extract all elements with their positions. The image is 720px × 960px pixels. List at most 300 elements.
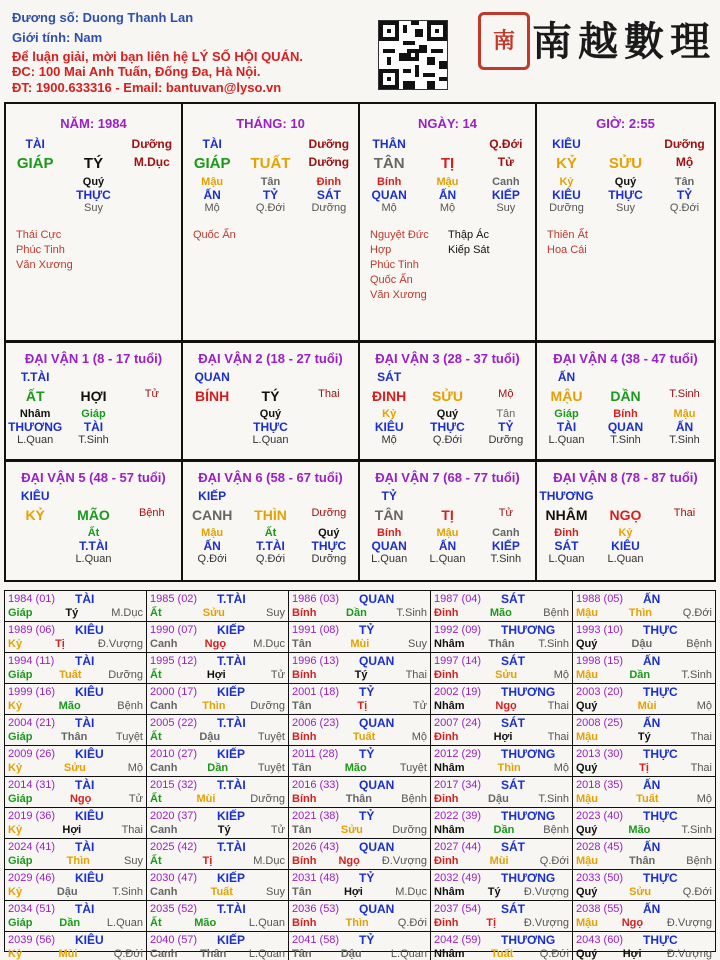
year-stem: Canh <box>150 948 178 960</box>
year-branch: Dần <box>59 917 81 929</box>
year-phase: Bệnh <box>117 700 143 712</box>
annual-cell <box>289 653 431 684</box>
year-star: T.TÀI <box>217 778 246 792</box>
year-phase: Bệnh <box>543 824 569 836</box>
annual-cell <box>147 715 289 746</box>
annual-cell <box>289 870 431 901</box>
year-label: 2010 (27) <box>150 748 198 760</box>
annual-cell <box>289 591 431 622</box>
year-stem: Nhâm <box>434 824 465 836</box>
star-item: Thập Ác <box>448 229 489 241</box>
year-branch: Mão <box>628 824 651 836</box>
annual-cell <box>573 808 715 839</box>
hidden-phase: T.Sinh <box>669 434 700 446</box>
hidden-stem: Quý <box>318 527 340 539</box>
year-branch: Hợi <box>62 824 82 836</box>
dai-van-2 <box>183 343 360 459</box>
year-phase: Q.Đới <box>682 886 712 898</box>
year-phase: Mộ <box>411 731 427 743</box>
hidden-star: KIÊU <box>374 420 404 434</box>
year-stem: Ất <box>150 731 162 743</box>
annual-cell <box>573 715 715 746</box>
hidden-phase: Dưỡng <box>311 202 347 214</box>
earthly-branch: SỬU <box>608 155 643 172</box>
hidden-stem: Giáp <box>81 408 106 420</box>
phase: Q.Đới <box>489 137 523 151</box>
year-branch: Ngọ <box>495 700 517 712</box>
year-phase: Thai <box>405 669 427 681</box>
hidden-phase: L.Quan <box>252 434 289 446</box>
heavenly-stem: GIÁP <box>16 155 54 172</box>
year-star: TÀI <box>75 592 95 606</box>
year-star: SÁT <box>501 902 525 916</box>
annual-cell <box>289 746 431 777</box>
year-star: THỰC <box>643 871 678 885</box>
hidden-stem: Tân <box>674 176 695 188</box>
phase: Dưỡng <box>131 137 173 151</box>
year-stem: Kỷ <box>8 700 23 712</box>
year-branch: Tý <box>217 824 231 836</box>
year-label: 2003 (20) <box>576 686 624 698</box>
stem-star: THÂN <box>372 137 406 151</box>
year-phase: M.Dục <box>253 638 285 650</box>
hidden-star: T.TÀI <box>256 539 285 553</box>
year-label: 2030 (47) <box>150 872 198 884</box>
hidden-stem: Đinh <box>316 176 342 188</box>
year-label: 2036 (53) <box>292 903 340 915</box>
year-phase: Tử <box>270 669 285 681</box>
year-stem: Ất <box>150 855 162 867</box>
dai-van-title: ĐẠI VẬN 5 (48 - 57 tuổi) <box>21 470 166 485</box>
hidden-phase: L.Quan <box>548 553 585 565</box>
year-stem: Canh <box>150 700 178 712</box>
earthly-branch: TÝ <box>83 155 104 172</box>
year-stem: Canh <box>150 762 178 774</box>
year-branch: Sửu <box>629 886 652 898</box>
year-stem: Quý <box>576 700 598 712</box>
year-branch: Sửu <box>202 607 225 619</box>
year-star: KIẾP <box>217 871 246 885</box>
year-star: KIẾP <box>217 747 246 761</box>
four-pillars <box>4 102 716 342</box>
year-star: SÁT <box>501 716 525 730</box>
year-phase: M.Dục <box>395 886 427 898</box>
annual-cell <box>573 653 715 684</box>
year-phase: Suy <box>266 607 285 619</box>
year-stem: Kỷ <box>8 638 23 650</box>
hidden-star: ẤN <box>203 539 221 553</box>
year-stem: Tân <box>292 824 312 836</box>
year-phase: Tuyệt <box>257 762 285 774</box>
hidden-star: ẤN <box>438 539 457 553</box>
pillar-title: NĂM: 1984 <box>60 116 127 131</box>
hidden-stem: Quý <box>436 408 459 420</box>
year-label: 1988 (05) <box>576 593 624 605</box>
hidden-star: QUAN <box>607 420 644 434</box>
dai-van-title: ĐẠI VẬN 7 (68 - 77 tuổi) <box>375 470 520 485</box>
star-item: Nguyệt Đức Hợp <box>370 229 429 256</box>
year-star: THƯƠNG <box>501 685 556 699</box>
hidden-star: THƯƠNG <box>8 420 63 434</box>
annual-cell <box>147 591 289 622</box>
dai-van-6 <box>183 462 360 580</box>
year-stem: Tân <box>292 762 312 774</box>
earthly-branch: DẦN <box>610 388 641 404</box>
phase: Thai <box>318 388 340 400</box>
pillar-title: NGÀY: 14 <box>418 116 477 131</box>
year-stem: Mậu <box>576 855 598 867</box>
hidden-stem: Mậu <box>201 176 224 188</box>
year-phase: Mộ <box>696 700 712 712</box>
star-item: Văn Xương <box>16 259 73 271</box>
year-label: 2018 (35) <box>576 779 624 791</box>
year-branch: Dần <box>346 607 367 619</box>
annual-cell <box>289 901 431 932</box>
hidden-star: KIÊU <box>611 539 640 553</box>
annual-cell <box>431 622 573 653</box>
year-branch: Ngọ <box>204 638 227 650</box>
year-stem: Nhâm <box>434 948 465 960</box>
year-label: 1985 (02) <box>150 593 198 605</box>
annual-cell <box>431 653 573 684</box>
year-phase: Q.Đới <box>539 948 569 960</box>
year-label: 2013 (30) <box>576 748 624 760</box>
stem-star: THƯƠNG <box>539 489 594 503</box>
year-stem: Tân <box>292 700 312 712</box>
year-branch: Dần <box>493 824 515 836</box>
annual-cell <box>5 932 147 960</box>
hidden-stem: Kỷ <box>382 408 397 420</box>
year-phase: Bệnh <box>543 607 569 619</box>
year-label: 2040 (57) <box>150 934 198 946</box>
year-label: 2004 (21) <box>8 717 56 729</box>
hidden-phase: Mộ <box>204 202 220 214</box>
year-phase: T.Sinh <box>681 669 712 681</box>
year-branch: Ngọ <box>338 855 360 867</box>
phone-line: ĐT: 1900.633316 - Email: bantuvan@lyso.vn <box>12 80 282 95</box>
year-label: 2000 (17) <box>150 686 198 698</box>
hidden-star: KIẾP <box>491 539 520 553</box>
hidden-star: KIẾP <box>491 188 520 202</box>
hidden-stem: Mậu <box>436 527 459 539</box>
owner-value: Duong Thanh Lan <box>82 10 194 25</box>
year-label: 2042 (59) <box>434 934 482 946</box>
dai-van-title: ĐẠI VẬN 6 (58 - 67 tuổi) <box>198 470 343 485</box>
year-branch: Hợi <box>206 669 226 681</box>
year-branch: Thân <box>200 948 227 960</box>
year-branch: Hợi <box>343 886 363 898</box>
year-stem: Ất <box>150 793 162 805</box>
year-phase: Suy <box>266 886 285 898</box>
year-phase: T.Sinh <box>538 638 569 650</box>
dai-van-title: ĐẠI VẬN 3 (28 - 37 tuổi) <box>375 351 520 366</box>
year-phase: Dưỡng <box>108 669 143 681</box>
year-star: TỶ <box>359 623 375 637</box>
annual-cell <box>147 684 289 715</box>
year-label: 2031 (48) <box>292 872 340 884</box>
year-phase: Mộ <box>553 762 569 774</box>
heavenly-stem: CANH <box>191 507 233 523</box>
year-branch: Thân <box>61 731 88 743</box>
phase: Dưỡng <box>308 137 350 151</box>
year-star: THỰC <box>643 747 678 761</box>
phase: Thai <box>673 507 696 519</box>
year-star: THỰC <box>643 809 678 823</box>
hidden-phase: T.Sinh <box>78 434 109 446</box>
year-label: 2025 (42) <box>150 841 198 853</box>
annual-cell <box>289 715 431 746</box>
hidden-phase: Suy <box>84 202 103 214</box>
dai-van-7 <box>360 462 537 580</box>
year-star: SÁT <box>501 592 525 606</box>
hidden-stem: Quý <box>259 408 282 420</box>
year-phase: Bệnh <box>401 793 427 805</box>
hidden-stem: Ất <box>87 527 100 539</box>
year-branch: Mùi <box>350 638 370 650</box>
gender-label: Giới tính: <box>12 30 71 45</box>
year-star: SÁT <box>501 778 525 792</box>
year-phase: Bệnh <box>686 638 712 650</box>
year-star: KIÊU <box>75 747 104 761</box>
hidden-stem: Bính <box>376 527 402 539</box>
hidden-stem: Mậu <box>436 176 459 188</box>
year-stem: Đinh <box>434 855 459 867</box>
annual-cell <box>5 839 147 870</box>
year-stem: Mậu <box>576 793 598 805</box>
year-label: 2009 (26) <box>8 748 56 760</box>
hidden-phase: Q.Đới <box>255 553 286 565</box>
year-star: THỰC <box>643 685 678 699</box>
hidden-star: SÁT <box>316 188 341 202</box>
hidden-phase: T.Sinh <box>610 434 641 446</box>
year-star: THỰC <box>643 933 678 947</box>
hidden-phase: L.Quan <box>17 434 54 446</box>
year-label: 2029 (46) <box>8 872 56 884</box>
year-star: TỶ <box>359 747 375 761</box>
year-branch: Thìn <box>202 700 226 712</box>
year-label: 2017 (34) <box>434 779 482 791</box>
earthly-branch: SỬU <box>431 388 464 404</box>
year-branch: Dậu <box>631 638 653 650</box>
year-label: 1986 (03) <box>292 593 340 605</box>
year-branch: Sửu <box>495 669 518 681</box>
pillar-hour <box>537 104 714 340</box>
year-stem: Giáp <box>8 917 33 929</box>
year-branch: Tuất <box>352 731 376 743</box>
hidden-star: ẤN <box>438 188 457 202</box>
year-phase: Dưỡng <box>392 824 427 836</box>
year-label: 2014 (31) <box>8 779 56 791</box>
stem-star: T.TÀI <box>20 370 50 384</box>
year-star: KIÊU <box>75 933 104 947</box>
year-label: 1998 (15) <box>576 655 624 667</box>
hidden-stem: Ất <box>264 527 277 539</box>
annual-cell <box>431 932 573 960</box>
year-branch: Tị <box>486 917 497 929</box>
year-star: TỶ <box>359 809 375 823</box>
year-stem: Giáp <box>8 607 33 619</box>
year-phase: Dưỡng <box>250 793 285 805</box>
annual-cell <box>147 746 289 777</box>
stem-star: SÁT <box>377 370 402 384</box>
hidden-phase: L.Quan <box>371 553 408 565</box>
qr-code-icon[interactable] <box>378 20 448 90</box>
year-branch: Tuất <box>59 669 82 681</box>
year-phase: L.Quan <box>390 948 427 960</box>
year-branch: Tý <box>637 731 651 743</box>
year-branch: Mão <box>344 762 367 774</box>
year-stem: Canh <box>150 886 178 898</box>
annual-cell <box>573 591 715 622</box>
year-stem: Nhâm <box>434 886 465 898</box>
hidden-stem: Bính <box>613 408 638 420</box>
earthly-branch: NGỌ <box>609 507 642 523</box>
year-star: THƯƠNG <box>501 809 556 823</box>
hidden-phase: Suy <box>496 202 516 214</box>
stem-star: KIÊU <box>552 137 581 151</box>
heavenly-stem: TÂN <box>373 155 405 172</box>
year-label: 2028 (45) <box>576 841 624 853</box>
pillar-title: THÁNG: 10 <box>236 116 305 131</box>
year-label: 2024 (41) <box>8 841 56 853</box>
year-stem: Quý <box>576 824 598 836</box>
year-star: ẤN <box>643 716 661 730</box>
year-stem: Tân <box>292 638 312 650</box>
hidden-star: TỶ <box>676 188 693 202</box>
heavenly-stem: NHÂM <box>545 507 588 523</box>
year-label: 1999 (16) <box>8 686 56 698</box>
year-label: 2016 (33) <box>292 779 340 791</box>
star-item: Phúc Tinh <box>16 244 65 256</box>
annual-cell <box>573 901 715 932</box>
hidden-star: THỰC <box>608 188 643 202</box>
annual-cell <box>147 839 289 870</box>
phase: Tử <box>498 507 513 519</box>
year-phase: Đ.Vượng <box>666 917 712 929</box>
year-phase: L.Quan <box>106 917 143 929</box>
hidden-stem: Canh <box>492 176 520 188</box>
year-star: KIÊU <box>75 871 104 885</box>
heavenly-stem: MẬU <box>550 388 583 404</box>
year-stem: Đinh <box>434 731 459 743</box>
hidden-star: QUAN <box>371 188 407 202</box>
hidden-phase: L.Quan <box>607 553 644 565</box>
year-branch: Tý <box>354 669 368 681</box>
year-star: THƯƠNG <box>501 871 556 885</box>
year-branch: Tý <box>65 607 79 619</box>
hidden-star: THỰC <box>430 420 465 434</box>
hidden-phase: Q.Đới <box>432 434 463 446</box>
year-stem: Kỷ <box>8 824 23 836</box>
hidden-star: THỰC <box>76 188 111 202</box>
year-branch: Thìn <box>66 855 90 867</box>
hidden-phase: Dưỡng <box>488 434 524 446</box>
year-stem: Giáp <box>8 793 33 805</box>
year-stem: Quý <box>576 948 598 960</box>
year-star: TỶ <box>359 871 375 885</box>
annual-cell <box>5 901 147 932</box>
year-label: 2034 (51) <box>8 903 56 915</box>
year-label: 2041 (58) <box>292 934 340 946</box>
year-branch: Mùi <box>196 793 216 805</box>
star-list <box>360 228 535 303</box>
hidden-star: T.TÀI <box>79 539 108 553</box>
year-star: ẤN <box>643 840 661 854</box>
year-phase: Tử <box>412 700 427 712</box>
year-phase: L.Quan <box>248 917 285 929</box>
year-star: KIẾP <box>217 809 246 823</box>
hidden-phase: Mộ <box>381 202 397 214</box>
year-phase: Tuyệt <box>115 731 143 743</box>
hidden-star: THỰC <box>253 420 288 434</box>
year-branch: Tị <box>202 855 213 867</box>
dai-van-row-2 <box>4 460 716 582</box>
year-star: QUAN <box>359 592 395 606</box>
dai-van-title: ĐẠI VẬN 1 (8 - 17 tuổi) <box>24 351 163 366</box>
phase: T.Sinh <box>669 388 700 400</box>
year-star: QUAN <box>359 778 395 792</box>
dai-van-4 <box>537 343 714 459</box>
stem-star: TÀI <box>25 137 45 151</box>
year-stem: Quý <box>576 886 598 898</box>
year-branch: Thân <box>488 638 515 650</box>
pillar-title: GIỜ: 2:55 <box>596 116 655 131</box>
phase: Dưỡng <box>308 155 350 169</box>
hidden-phase: L.Quan <box>548 434 585 446</box>
heavenly-stem: KỶ <box>25 507 45 523</box>
year-stem: Tân <box>292 948 312 960</box>
hidden-stem: Nhâm <box>19 408 51 420</box>
annual-cell <box>5 808 147 839</box>
year-stem: Nhâm <box>434 638 465 650</box>
year-stem: Đinh <box>434 917 459 929</box>
year-branch: Mão <box>58 700 81 712</box>
year-branch: Tuất <box>210 886 233 898</box>
hidden-stem: Kỷ <box>559 176 574 188</box>
annual-cell <box>431 746 573 777</box>
year-branch: Dần <box>207 762 229 774</box>
dai-van-1 <box>6 343 183 459</box>
hidden-stem: Bính <box>376 176 402 188</box>
year-label: 2033 (50) <box>576 872 624 884</box>
annual-cell <box>431 839 573 870</box>
star-item: Văn Xương <box>370 289 427 301</box>
year-branch: Tý <box>487 886 501 898</box>
hidden-star: QUAN <box>371 539 407 553</box>
year-phase: T.Sinh <box>112 886 143 898</box>
dai-van-8 <box>537 462 714 580</box>
year-branch: Tuất <box>636 793 659 805</box>
year-branch: Mùi <box>58 948 78 960</box>
dai-van-3 <box>360 343 537 459</box>
annual-cell <box>431 870 573 901</box>
year-label: 2037 (54) <box>434 903 482 915</box>
year-phase: Tử <box>270 824 285 836</box>
star-list <box>6 228 181 273</box>
year-label: 2039 (56) <box>8 934 56 946</box>
gender-line <box>12 30 102 45</box>
owner-label: Đương số: <box>12 10 80 25</box>
year-label: 2019 (36) <box>8 810 56 822</box>
star-item: Quốc Ấn <box>370 274 413 286</box>
year-phase: T.Sinh <box>681 824 712 836</box>
year-branch: Tị <box>357 700 368 712</box>
heavenly-stem: TÂN <box>374 507 404 523</box>
year-phase: Tử <box>128 793 143 805</box>
year-phase: Suy <box>124 855 143 867</box>
year-stem: Quý <box>576 762 598 774</box>
year-stem: Bính <box>292 669 317 681</box>
